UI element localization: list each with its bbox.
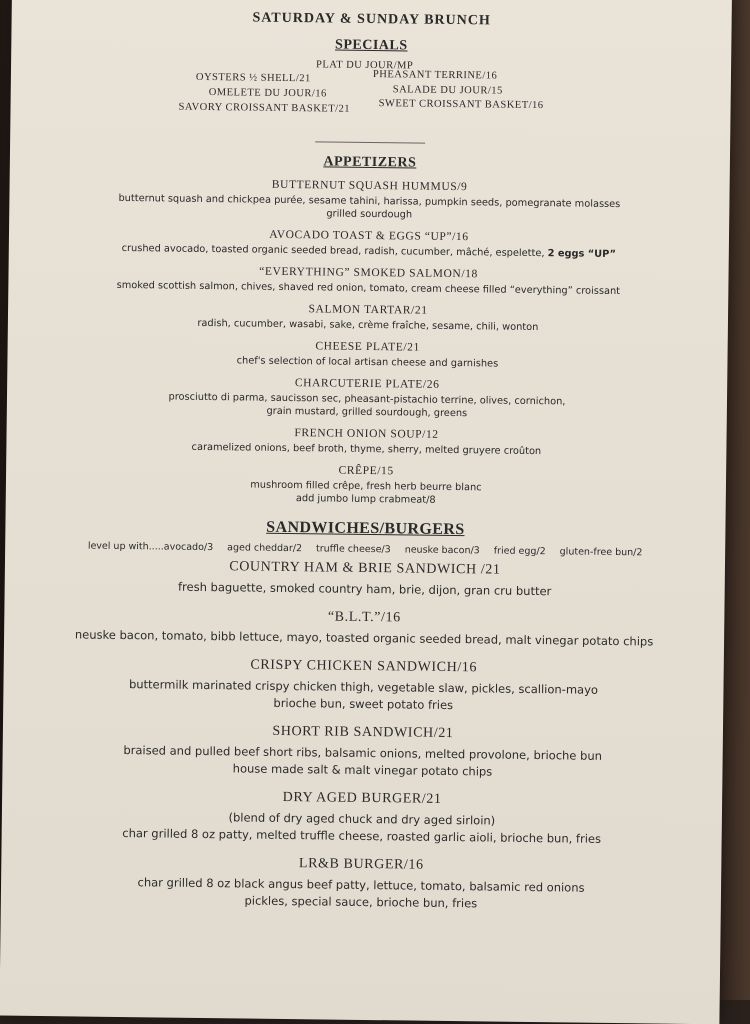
item-description: brioche bun, sweet potato fries — [273, 695, 454, 713]
item-name: SHORT RIB SANDWICH/21 — [272, 723, 454, 742]
sandwich-item — [5, 557, 725, 603]
item-name: CRISPY CHICKEN SANDWICH/16 — [250, 657, 478, 676]
special-item: PHEASANT TERRINE/16 — [372, 69, 498, 82]
item-description: house made salt & malt vinegar potato chips — [232, 761, 493, 779]
appetizer-item — [7, 374, 727, 424]
item-description: butternut squash and chickpea purée, sesame tahini, harissa, pumpkin seeds, pomegranate molasses — [118, 192, 621, 211]
item-name: CRÊPE/15 — [338, 464, 394, 478]
appetizer-item — [9, 176, 729, 226]
item-name: “B.L.T.”/16 — [327, 609, 401, 626]
item-description: crushed avocado, toasted organic seeded bread, radish, cucumber, mâché, espelette, 2 eggs “UP” — [121, 242, 617, 260]
item-description: char grilled 8 oz patty, melted truffle cheese, roasted garlic aioli, brioche bun, fries — [122, 826, 602, 846]
sandwich-item — [2, 721, 723, 784]
specials-list — [10, 50, 731, 137]
appetizer-item — [6, 461, 726, 511]
sandwich-item — [3, 655, 724, 718]
item-description: pickles, special sauce, brioche bun, fries — [244, 893, 478, 911]
special-item: SWEET CROISSANT BASKET/16 — [378, 98, 544, 112]
item-description: grilled sourdough — [326, 208, 413, 221]
item-description: fresh baguette, smoked country ham, brie, dijon, gran cru butter — [177, 579, 552, 599]
level-up-option: fried egg/2 — [493, 545, 546, 558]
item-name: DRY AGED BURGER/21 — [282, 789, 442, 807]
level-up-option: gluten-free bun/2 — [559, 546, 643, 559]
item-name: “EVERYTHING” SMOKED SALMON/18 — [259, 265, 478, 281]
special-item: OYSTERS ½ SHELL/21 — [195, 71, 311, 85]
brunch-menu — [1, 8, 732, 916]
level-up-option: neuske bacon/3 — [404, 544, 480, 557]
special-item: OMELETE DU JOUR/16 — [208, 87, 327, 100]
special-item: SAVORY CROISSANT BASKET/21 — [178, 101, 351, 115]
specials-heading: SPECIALS — [334, 37, 408, 54]
item-name: SALMON TARTAR/21 — [308, 303, 428, 317]
item-description: mushroom filled crêpe, fresh herb beurre blanc — [250, 479, 482, 494]
special-item: PLAT DU JOUR/MP — [316, 59, 414, 72]
item-description: add jumbo lump crabmeat/8 — [295, 493, 436, 506]
item-name: BUTTERNUT SQUASH HUMMUS/9 — [271, 178, 468, 194]
level-up-option: aged cheddar/2 — [227, 542, 303, 555]
item-description: buttermilk marinated crispy chicken thigh, vegetable slaw, pickles, scallion-mayo — [128, 677, 599, 697]
appetizer-item — [9, 226, 729, 263]
bold-note: 2 eggs “UP” — [547, 248, 617, 260]
level-up-options — [5, 540, 725, 560]
item-description: smoked scottish salmon, chives, shaved red onion, tomato, cream cheese filled “everything” croissant — [116, 279, 621, 298]
item-description: grain mustard, grilled sourdough, greens — [266, 405, 468, 420]
item-name: AVOCADO TOAST & EGGS “UP”/16 — [269, 228, 469, 244]
appetizer-item — [7, 337, 727, 374]
item-name: FRENCH ONION SOUP/12 — [294, 427, 439, 441]
item-description: neuske bacon, tomato, bibb lettuce, mayo, toasted organic seeded bread, malt vinegar potato chips — [74, 627, 654, 649]
item-description: braised and pulled beef short ribs, balsamic onions, melted provolone, brioche bun — [123, 743, 603, 763]
item-description: chef's selection of local artisan cheese and garnishes — [236, 355, 499, 370]
appetizer-item — [6, 424, 726, 461]
appetizer-item — [8, 300, 728, 337]
sandwich-item — [4, 606, 724, 652]
sandwiches-heading: SANDWICHES/BURGERS — [266, 518, 465, 539]
menu-title: SATURDAY & SUNDAY BRUNCH — [252, 10, 491, 29]
item-description: radish, cucumber, wasabi, sake, crème fraîche, sesame, chili, wonton — [197, 317, 539, 334]
item-description: char grilled 8 oz black angus beef patty, lettuce, tomato, balsamic red onions — [137, 875, 585, 895]
special-item: SALADE DU JOUR/15 — [392, 84, 503, 97]
item-name: LR&B BURGER/16 — [298, 856, 424, 873]
item-description: (blend of dry aged chuck and dry aged sirloin) — [228, 810, 496, 828]
sandwich-item — [2, 787, 723, 850]
level-up-option: level up with.....avocado/3 — [87, 540, 214, 554]
item-name: COUNTRY HAM & BRIE SANDWICH /21 — [229, 559, 501, 578]
item-name: CHARCUTERIE PLATE/26 — [294, 377, 440, 391]
appetizers-heading: APPETIZERS — [323, 154, 417, 171]
sandwich-item — [1, 853, 722, 916]
item-description: caramelized onions, beef broth, thyme, sherry, melted gruyere croûton — [191, 441, 542, 458]
appetizer-item — [8, 263, 728, 300]
level-up-option: truffle cheese/3 — [315, 543, 391, 556]
item-description: prosciutto di parma, saucisson sec, pheasant-pistachio terrine, olives, cornichon, — [168, 391, 566, 408]
section-divider — [315, 141, 425, 143]
item-name: CHEESE PLATE/21 — [315, 340, 420, 354]
